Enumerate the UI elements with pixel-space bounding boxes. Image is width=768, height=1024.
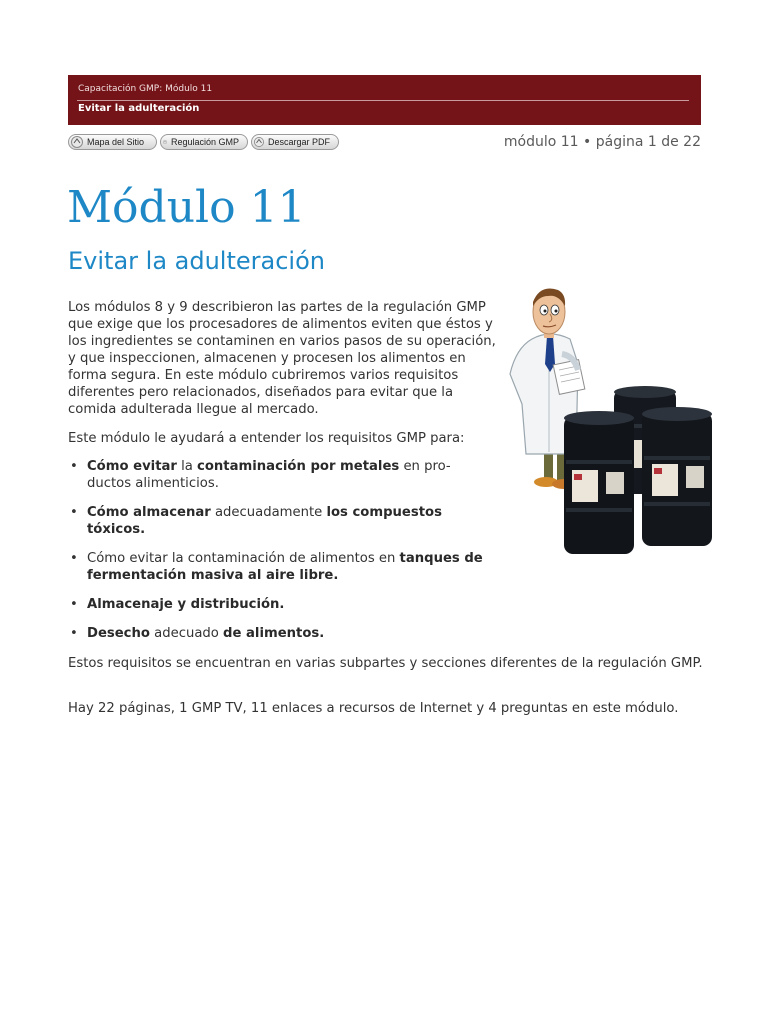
sitemap-button[interactable] <box>68 134 157 150</box>
breadcrumb: Capacitación GMP: Módulo 11 <box>78 84 213 94</box>
barrel-left <box>564 411 634 554</box>
barrel-right <box>642 407 712 546</box>
inspector-barrels-illustration <box>502 284 714 562</box>
list-item: • Desecho adecuado de alimentos. <box>70 626 325 641</box>
module-title: Módulo 11 <box>67 182 306 233</box>
pdf-icon <box>254 136 264 148</box>
regulation-icon <box>163 136 167 148</box>
list-lead-text: Este módulo le ayudará a entender los requisitos GMP para: <box>68 431 465 446</box>
requirements-location-paragraph: Estos requisitos se encuentran en varias subpartes y secciones diferentes de la regulación GMP. <box>68 656 703 671</box>
list-item: • Almacenaje y distribución. <box>70 597 285 612</box>
regulation-button[interactable] <box>160 134 248 150</box>
module-subtitle: Evitar la adulteración <box>68 247 325 275</box>
sitemap-button-label: Mapa del Sitio <box>87 137 145 147</box>
download-pdf-button-label: Descargar PDF <box>267 137 330 147</box>
regulation-button-label: Regulación GMP <box>170 137 239 147</box>
module-summary-paragraph: Hay 22 páginas, 1 GMP TV, 11 enlaces a recursos de Internet y 4 preguntas en este módulo. <box>68 701 679 716</box>
intro-paragraph: Los módulos 8 y 9 describieron las partes de la regulación GMP que exige que los procesadores de alimentos eviten que éstos y los ingredientes se contaminen en varios pasos de su operación, y que inspeccionen, almacenen y procesen los alimentos en forma segura. En este módulo cubriremos varios requisitos diferentes pero relacionados, diseñados para evitar que la comida adulterada llegue al mercado. <box>68 300 496 417</box>
list-item: • Cómo almacenar adecuadamente los compuestos tóxicos. <box>70 505 442 537</box>
list-item: • Cómo evitar la contaminación por metales en pro-ductos alimenticios. <box>70 459 451 491</box>
requirements-list <box>68 458 488 654</box>
header-banner <box>68 75 701 125</box>
banner-divider <box>77 100 689 101</box>
list-item: • Cómo evitar la contaminación de alimentos en tanques de fermentación masiva al aire libre. <box>70 551 483 583</box>
download-pdf-button[interactable] <box>251 134 339 150</box>
banner-title: Evitar la adulteración <box>78 103 200 114</box>
page-indicator: módulo 11 • página 1 de 22 <box>503 134 701 150</box>
nav-buttons <box>68 134 339 152</box>
sitemap-icon <box>71 136 83 148</box>
